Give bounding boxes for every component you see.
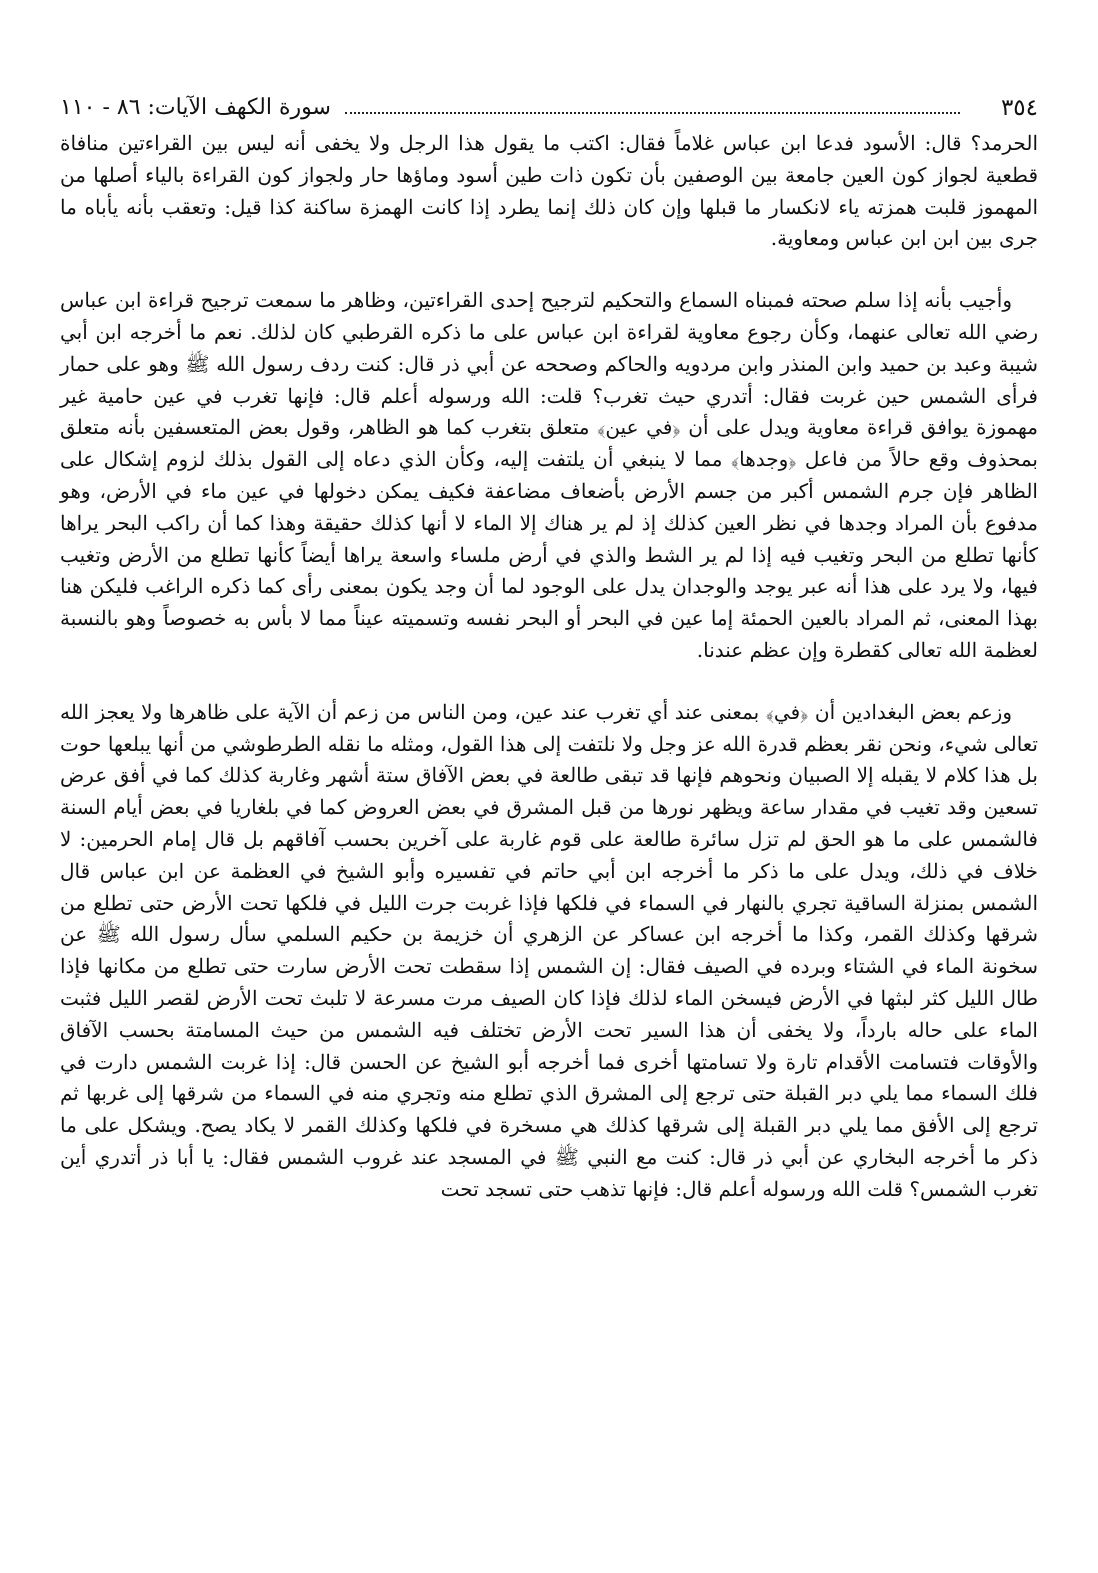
page-header [60, 88, 1038, 128]
paragraph: وأجيب بأنه إذا سلم صحته فمبناه السماع والتحكيم لترجيح إحدى القراءتين، وظاهر ما سمعت ترجيح قراءة ابن عباس رضي الله تعالى عنهما، وكأن رجوع معاوية لقراءة ابن عباس على ما ذكره القرطبي كان لذلك. نعم ما أخرجه ابن أبي شيبة وعبد بن حميد وابن المنذر وابن مردويه والحاكم وصححه عن أبي ذر قال: كنت ردف رسول الله ﷺ وهو على حمار فرأى الشمس حين غربت فقال: أتدري حيث تغرب؟ قلت: الله ورسوله أعلم قال: فإنها تغرب في عين حامية غير مهموزة يوافق قراءة معاوية ويدل على أن ﴿في عين﴾ متعلق بتغرب كما هو الظاهر، وقول بعض المتعسفين بأنه متعلق بمحذوف وقع حالاً من فاعل ﴿وجدها﴾ مما لا ينبغي أن يلتفت إليه، وكأن الذي دعاه إلى القول بذلك لزوم إشكال على الظاهر فإن جرم الشمس أكبر من جسم الأرض بأضعاف مضاعفة فكيف يمكن دخولها في عين ماء في الأرض، وهو مدفوع بأن المراد وجدها في نظر العين كذلك إذ لم ير هناك إلا الماء لا أنها كذلك حقيقة وهذا كما أن راكب البحر يراها كأنها تطلع من البحر وتغيب فيه إذا لم ير الشط والذي في أرض ملساء واسعة يراها أيضاً كأنها تطلع من الأرض وتغيب فيها، ولا يرد على هذا أنه عبر يوجد والوجدان يدل على الوجود لما أن وجد يكون بمعنى رأى كما ذكره الراغب فليكن هنا بهذا المعنى، ثم المراد بالعين الحمئة إما عين في البحر أو البحر نفسه وتسميته عيناً مما لا بأس به خصوصاً وهو بالنسبة لعظمة الله تعالى كقطرة وإن عظم عندنا. [60, 288, 1038, 662]
page-number: ٣٥٤ [1000, 95, 1038, 121]
body-text [60, 128, 1038, 1206]
header-dotted-leader [345, 112, 960, 114]
running-title: سورة الكهف الآيات: ٨٦ - ١١٠ [60, 95, 331, 120]
paragraph: وزعم بعض البغدادين أن ﴿في﴾ بمعنى عند أي تغرب عند عين، ومن الناس من زعم أن الآية على ظاهرها ولا يعجز الله تعالى شيء، ونحن نقر بعظم قدرة الله عز وجل ولا نلتفت إلى هذا القول، ومثله ما نقله الطرطوشي من أنها يبلعها حوت بل هذا كلام لا يقبله إلا الصبيان ونحوهم فإنها قد تبقى طالعة في بعض الآفاق ستة أشهر وغاربة كذلك كما في أفق عرض تسعين وقد تغيب في مقدار ساعة ويظهر نورها من قبل المشرق في بعض العروض كما في بلغاريا في بعض أيام السنة فالشمس على ما هو الحق لم تزل سائرة طالعة على قوم غاربة على آخرين بحسب آفاقهم بل قال إمام الحرمين: لا خلاف في ذلك، ويدل على ما ذكر ما أخرجه ابن أبي حاتم في تفسيره وأبو الشيخ في العظمة عن ابن عباس قال الشمس بمنزلة الساقية تجري بالنهار في السماء في فلكها فإذا غربت جرت الليل في فلكها تحت الأرض حتى تطلع من شرقها وكذلك القمر، وكذا ما أخرجه ابن عساكر عن الزهري أن خزيمة بن حكيم السلمي سأل رسول الله ﷺ عن سخونة الماء في الشتاء وبرده في الصيف فقال: إن الشمس إذا سقطت تحت الأرض سارت حتى تطلع من مكانها فإذا طال الليل كثر لبثها في الأرض فيسخن الماء لذلك فإذا كان الصيف مرت مسرعة لا تلبث تحت الأرض لقصر الليل فثبت الماء على حاله بارداً، ولا يخفى أن هذا السير تحت الأرض تختلف فيه الشمس من حيث المسامتة بحسب الآفاق والأوقات فتسامت الأقدام تارة ولا تسامتها أخرى فما أخرجه أبو الشيخ عن الحسن قال: إذا غربت الشمس دارت في فلك السماء مما يلي دبر القبلة حتى ترجع إلى المشرق الذي تطلع منه وتجري منه في السماء من شرقها إلى غربها ثم ترجع إلى الأفق مما يلي دبر القبلة إلى شرقها كذلك هي مسخرة في فلكها وكذلك القمر لا يكاد يصح. ويشكل على ما ذكر ما أخرجه البخاري عن أبي ذر قال: كنت مع النبي ﷺ في المسجد عند غروب الشمس فقال: يا أبا ذر أتدري أين تغرب الشمس؟ قلت الله ورسوله أعلم قال: فإنها تذهب حتى تسجد تحت [60, 699, 1038, 1201]
paragraph: الحرمد؟ قال: الأسود فدعا ابن عباس غلاماً فقال: اكتب ما يقول هذا الرجل ولا يخفى أنه ليس بين القراءتين منافاة قطعية لجواز كون العين جامعة بين الوصفين بأن تكون ذات طين أسود وماؤها حار ولجواز كون القراءة بالياء أصلها من المهموز قلبت همزته ياء لانكسار ما قبلها وإن كان ذلك إنما يطرد إذا كانت الهمزة ساكنة كذا قيل: وتعقب بأنه يأباه ما جرى بين ابن ابن عباس ومعاوية. [60, 131, 1038, 251]
document-page [60, 88, 1038, 1533]
